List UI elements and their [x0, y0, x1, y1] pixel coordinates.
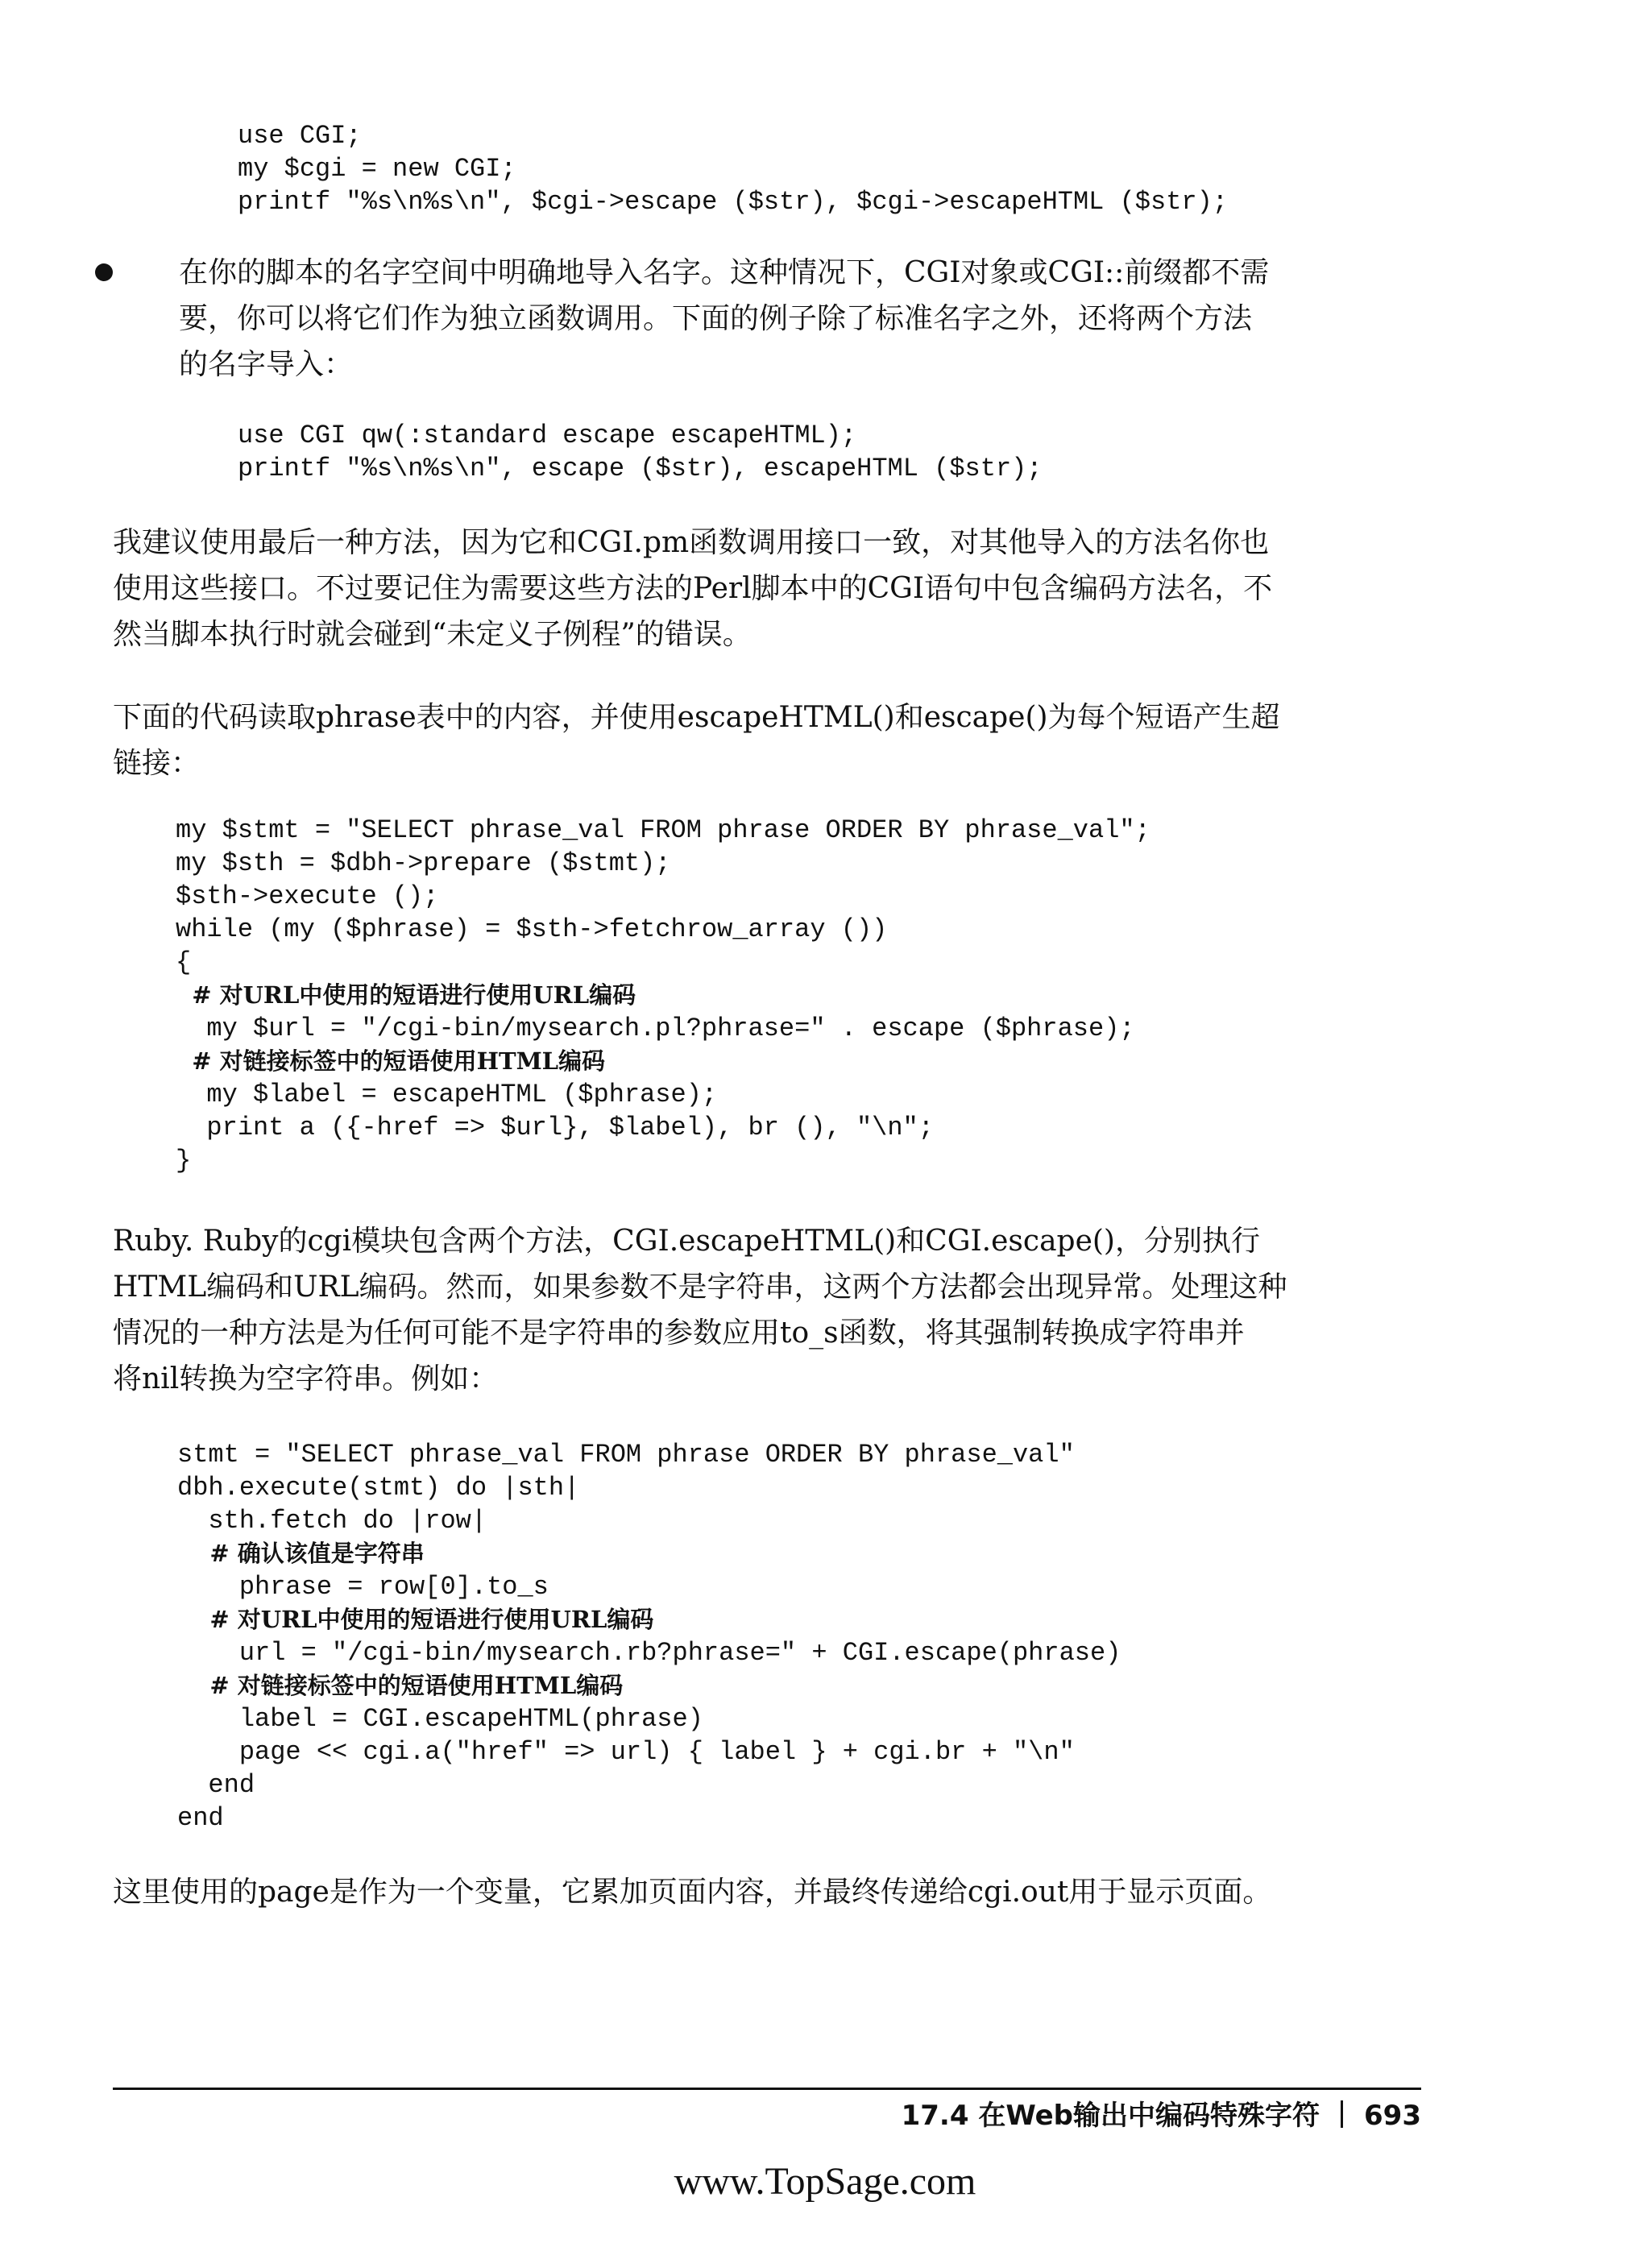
- code-line: {: [176, 947, 192, 977]
- code-block-import: [238, 419, 1043, 485]
- code-line: my $url = "/cgi-bin/mysearch.pl?phrase=" . escape ($phrase);: [176, 1014, 1135, 1043]
- code-comment: # 对URL中使用的短语进行使用URL编码: [176, 981, 636, 1009]
- text-line: 在你的脚本的名字空间中明确地导入名字。这种情况下，CGI对象或CGI::前缀都不需: [179, 256, 1270, 289]
- code-comment: # 确认该值是字符串: [177, 1540, 425, 1567]
- code-comment: # 对链接标签中的短语使用HTML编码: [177, 1672, 624, 1699]
- text-line: 然当脚本执行时就会碰到“未定义子例程”的错误。: [113, 618, 752, 651]
- code-comment: # 对URL中使用的短语进行使用URL编码: [177, 1606, 654, 1633]
- text-line: HTML编码和URL编码。然而，如果参数不是字符串，这两个方法都会出现异常。处理这种: [113, 1271, 1287, 1304]
- footer-rule: [113, 2088, 1421, 2090]
- page-number: 693: [1364, 2100, 1421, 2132]
- code-line: my $sth = $dbh->prepare ($stmt);: [176, 848, 671, 878]
- bullet-icon: [95, 263, 113, 281]
- code-line: stmt = "SELECT phrase_val FROM phrase ORDER BY phrase_val": [177, 1440, 1075, 1470]
- footer-separator: [1341, 2100, 1343, 2128]
- text-line: 我建议使用最后一种方法，因为它和CGI.pm函数调用接口一致，对其他导入的方法名你也: [113, 526, 1270, 559]
- text-line: 这里使用的page是作为一个变量，它累加页面内容，并最终传递给cgi.out用于显示页面。: [113, 1876, 1272, 1909]
- code-line: page << cgi.a("href" => url) { label } + cgi.br + "\n": [177, 1737, 1075, 1767]
- text-line: 使用这些接口。不过要记住为需要这些方法的Perl脚本中的CGI语句中包含编码方法名，不: [113, 572, 1273, 605]
- paragraph-page-variable: [113, 1869, 1422, 1915]
- bullet-paragraph: [179, 250, 1420, 388]
- text-line: 下面的代码读取phrase表中的内容，并使用escapeHTML()和escape()为每个短语产生超: [113, 701, 1280, 734]
- code-comment: # 对链接标签中的短语使用HTML编码: [176, 1047, 606, 1075]
- code-line: print a ({-href => $url}, $label), br (), "\n";: [176, 1113, 934, 1142]
- paragraph-ruby: [113, 1218, 1422, 1402]
- text-line: 的名字导入：: [179, 348, 354, 381]
- code-line: my $stmt = "SELECT phrase_val FROM phrase ORDER BY phrase_val";: [176, 815, 1150, 845]
- code-block-perl-escape: [238, 119, 1228, 218]
- code-line: use CGI qw(:standard escape escapeHTML);: [238, 421, 857, 450]
- footer-section-title: 17.4 在Web输出中编码特殊字符: [901, 2100, 1320, 2132]
- code-line: phrase = row[0].to_s: [177, 1572, 549, 1602]
- code-line: end: [177, 1803, 224, 1833]
- code-line: label = CGI.escapeHTML(phrase): [177, 1704, 703, 1734]
- code-block-perl-phrase: [176, 814, 1150, 1177]
- code-line: end: [177, 1770, 255, 1800]
- page-footer: [902, 2097, 1421, 2134]
- code-line: $sth->execute ();: [176, 881, 439, 911]
- watermark-url: www.TopSage.com: [674, 2160, 976, 2203]
- code-line: use CGI;: [238, 121, 362, 151]
- text-line: 要，你可以将它们作为独立函数调用。下面的例子除了标准名字之外，还将两个方法: [179, 302, 1253, 335]
- code-line: my $cgi = new CGI;: [238, 154, 516, 184]
- code-line: }: [176, 1146, 192, 1175]
- code-line: printf "%s\n%s\n", $cgi->escape ($str), $cgi->escapeHTML ($str);: [238, 187, 1228, 217]
- code-line: my $label = escapeHTML ($phrase);: [176, 1080, 718, 1109]
- text-line: 将nil转换为空字符串。例如：: [113, 1362, 499, 1395]
- paragraph-phrase-intro: [113, 694, 1422, 786]
- code-line: printf "%s\n%s\n", escape ($str), escapeHTML ($str);: [238, 454, 1043, 483]
- text-line: 情况的一种方法是为任何可能不是字符串的参数应用to_s函数，将其强制转换成字符串并: [113, 1316, 1245, 1350]
- text-line: Ruby. Ruby的cgi模块包含两个方法，CGI.escapeHTML()和CGI.escape()，分别执行: [113, 1225, 1260, 1258]
- code-block-ruby-phrase: [177, 1438, 1121, 1835]
- code-line: sth.fetch do |row|: [177, 1506, 487, 1536]
- paragraph-recommendation: [113, 520, 1422, 657]
- text-line: 链接：: [113, 747, 201, 780]
- code-line: while (my ($phrase) = $sth->fetchrow_array ()): [176, 914, 888, 944]
- code-line: dbh.execute(stmt) do |sth|: [177, 1473, 580, 1503]
- code-line: url = "/cgi-bin/mysearch.rb?phrase=" + CGI.escape(phrase): [177, 1638, 1121, 1668]
